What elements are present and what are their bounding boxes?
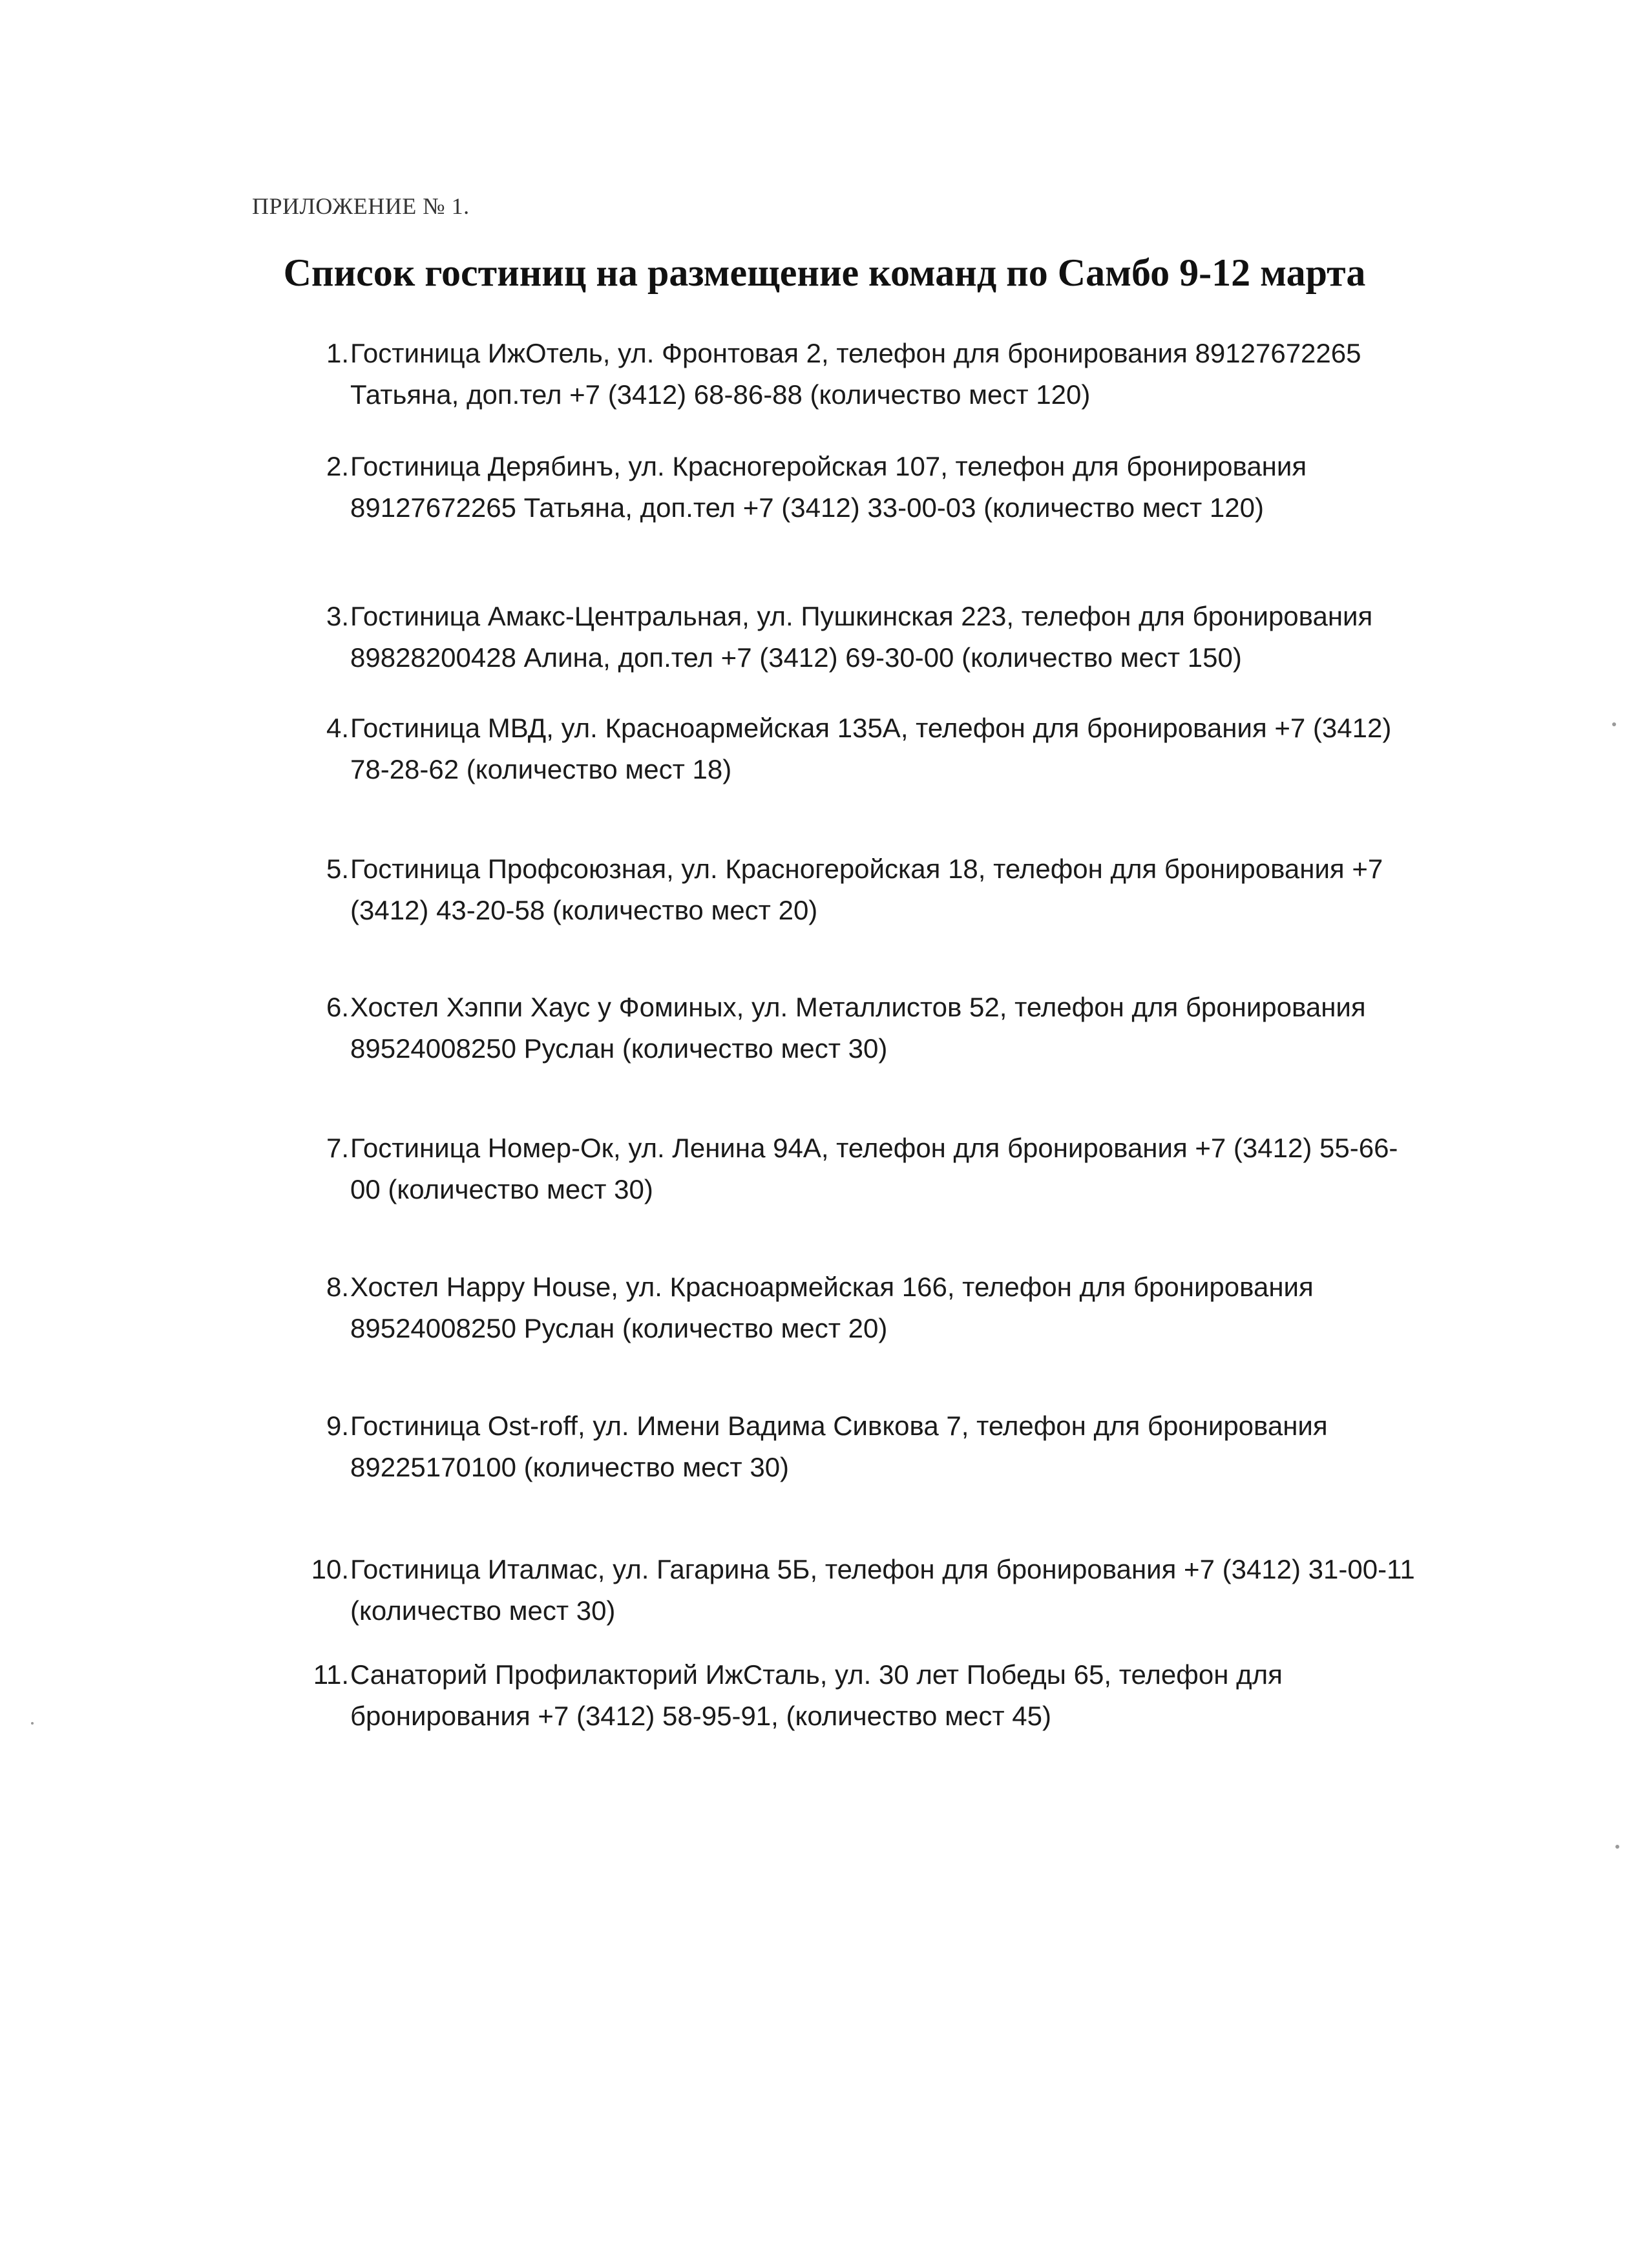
list-item xyxy=(297,1266,1473,1349)
list-item-text xyxy=(349,1654,1473,1737)
list-item-line: 89828200428 Алина, доп.тел +7 (3412) 69-30-00 (количество мест 150) xyxy=(350,642,1242,673)
list-item-line: (3412) 43-20-58 (количество мест 20) xyxy=(350,895,818,925)
list-item-line: Санаторий Профилакторий ИжСталь, ул. 30 лет Победы 65, телефон для xyxy=(350,1659,1283,1690)
list-item-number: 1. xyxy=(326,338,349,368)
list-item-text xyxy=(349,1549,1473,1632)
list-item-line: Гостиница Дерябинъ, ул. Красногеройская 107, телефон для бронирования xyxy=(350,451,1307,481)
list-item-line: Гостиница Италмас, ул. Гагарина 5Б, телефон для бронирования +7 (3412) 31-00-11 xyxy=(350,1554,1415,1584)
list-item-number: 3. xyxy=(326,601,349,631)
list-item xyxy=(297,1128,1473,1210)
list-item-line: Татьяна, доп.тел +7 (3412) 68-86-88 (количество мест 120) xyxy=(350,379,1091,410)
list-item-line: 89524008250 Руслан (количество мест 20) xyxy=(350,1313,888,1343)
list-item-line: Гостиница МВД, ул. Красноармейская 135А, телефон для бронирования +7 (3412) xyxy=(350,713,1392,743)
list-item-text xyxy=(349,596,1473,678)
list-item-number: 6. xyxy=(326,992,349,1022)
list-item xyxy=(297,333,1473,415)
list-item xyxy=(297,1549,1473,1632)
list-item-text xyxy=(349,1266,1473,1349)
list-item xyxy=(297,1405,1473,1488)
list-item-number: 5. xyxy=(326,854,349,884)
list-item-text xyxy=(349,1405,1473,1488)
list-item xyxy=(297,446,1473,529)
list-item-text xyxy=(349,708,1473,790)
list-item-text xyxy=(349,446,1473,529)
list-item-text xyxy=(349,333,1473,415)
list-item-text xyxy=(349,1128,1473,1210)
scan-speck xyxy=(31,1722,34,1725)
list-item-line: Гостиница Амакс-Центральная, ул. Пушкинская 223, телефон для бронирования xyxy=(350,601,1373,631)
list-item-line: (количество мест 30) xyxy=(350,1595,616,1626)
list-item-line: 89127672265 Татьяна, доп.тел +7 (3412) 33-00-03 (количество мест 120) xyxy=(350,492,1264,523)
list-item xyxy=(297,987,1473,1069)
list-item-number: 11. xyxy=(313,1659,349,1690)
scan-speck xyxy=(1615,1845,1619,1849)
list-item xyxy=(297,1654,1473,1737)
list-item-line: бронирования +7 (3412) 58-95-91, (количество мест 45) xyxy=(350,1701,1051,1731)
page-title: Список гостиниц на размещение команд по Самбо 9-12 марта xyxy=(283,251,1366,294)
list-item xyxy=(297,596,1473,678)
list-item-number: 4. xyxy=(326,713,349,743)
list-item-line: Гостиница Профсоюзная, ул. Красногеройская 18, телефон для бронирования +7 xyxy=(350,854,1383,884)
list-item xyxy=(297,708,1473,790)
list-item-number: 10. xyxy=(311,1554,349,1584)
list-item xyxy=(297,848,1473,931)
list-item-line: Гостиница ИжОтель, ул. Фронтовая 2, телефон для бронирования 89127672265 xyxy=(350,338,1361,368)
list-item-line: 78-28-62 (количество мест 18) xyxy=(350,754,732,784)
list-item-number: 8. xyxy=(326,1272,349,1302)
list-item-text xyxy=(349,987,1473,1069)
list-item-line: Гостиница Ost-roff, ул. Имени Вадима Сивкова 7, телефон для бронирования xyxy=(350,1411,1328,1441)
list-item-line: Гостиница Номер-Ок, ул. Ленина 94А, телефон для бронирования +7 (3412) 55-66- xyxy=(350,1133,1398,1163)
appendix-label: ПРИЛОЖЕНИЕ № 1. xyxy=(252,193,470,219)
list-item-number: 7. xyxy=(326,1133,349,1163)
list-item-line: 89225170100 (количество мест 30) xyxy=(350,1452,790,1482)
list-item-line: Хостел Happy House, ул. Красноармейская 166, телефон для бронирования xyxy=(350,1272,1314,1302)
list-item-line: 00 (количество мест 30) xyxy=(350,1174,653,1204)
list-item-number: 9. xyxy=(326,1411,349,1441)
list-item-line: Хостел Хэппи Хаус у Фоминых, ул. Металлистов 52, телефон для бронирования xyxy=(350,992,1366,1022)
list-item-number: 2. xyxy=(326,451,349,481)
list-item-text xyxy=(349,848,1473,931)
scan-speck xyxy=(1612,722,1616,726)
list-item-line: 89524008250 Руслан (количество мест 30) xyxy=(350,1033,888,1064)
